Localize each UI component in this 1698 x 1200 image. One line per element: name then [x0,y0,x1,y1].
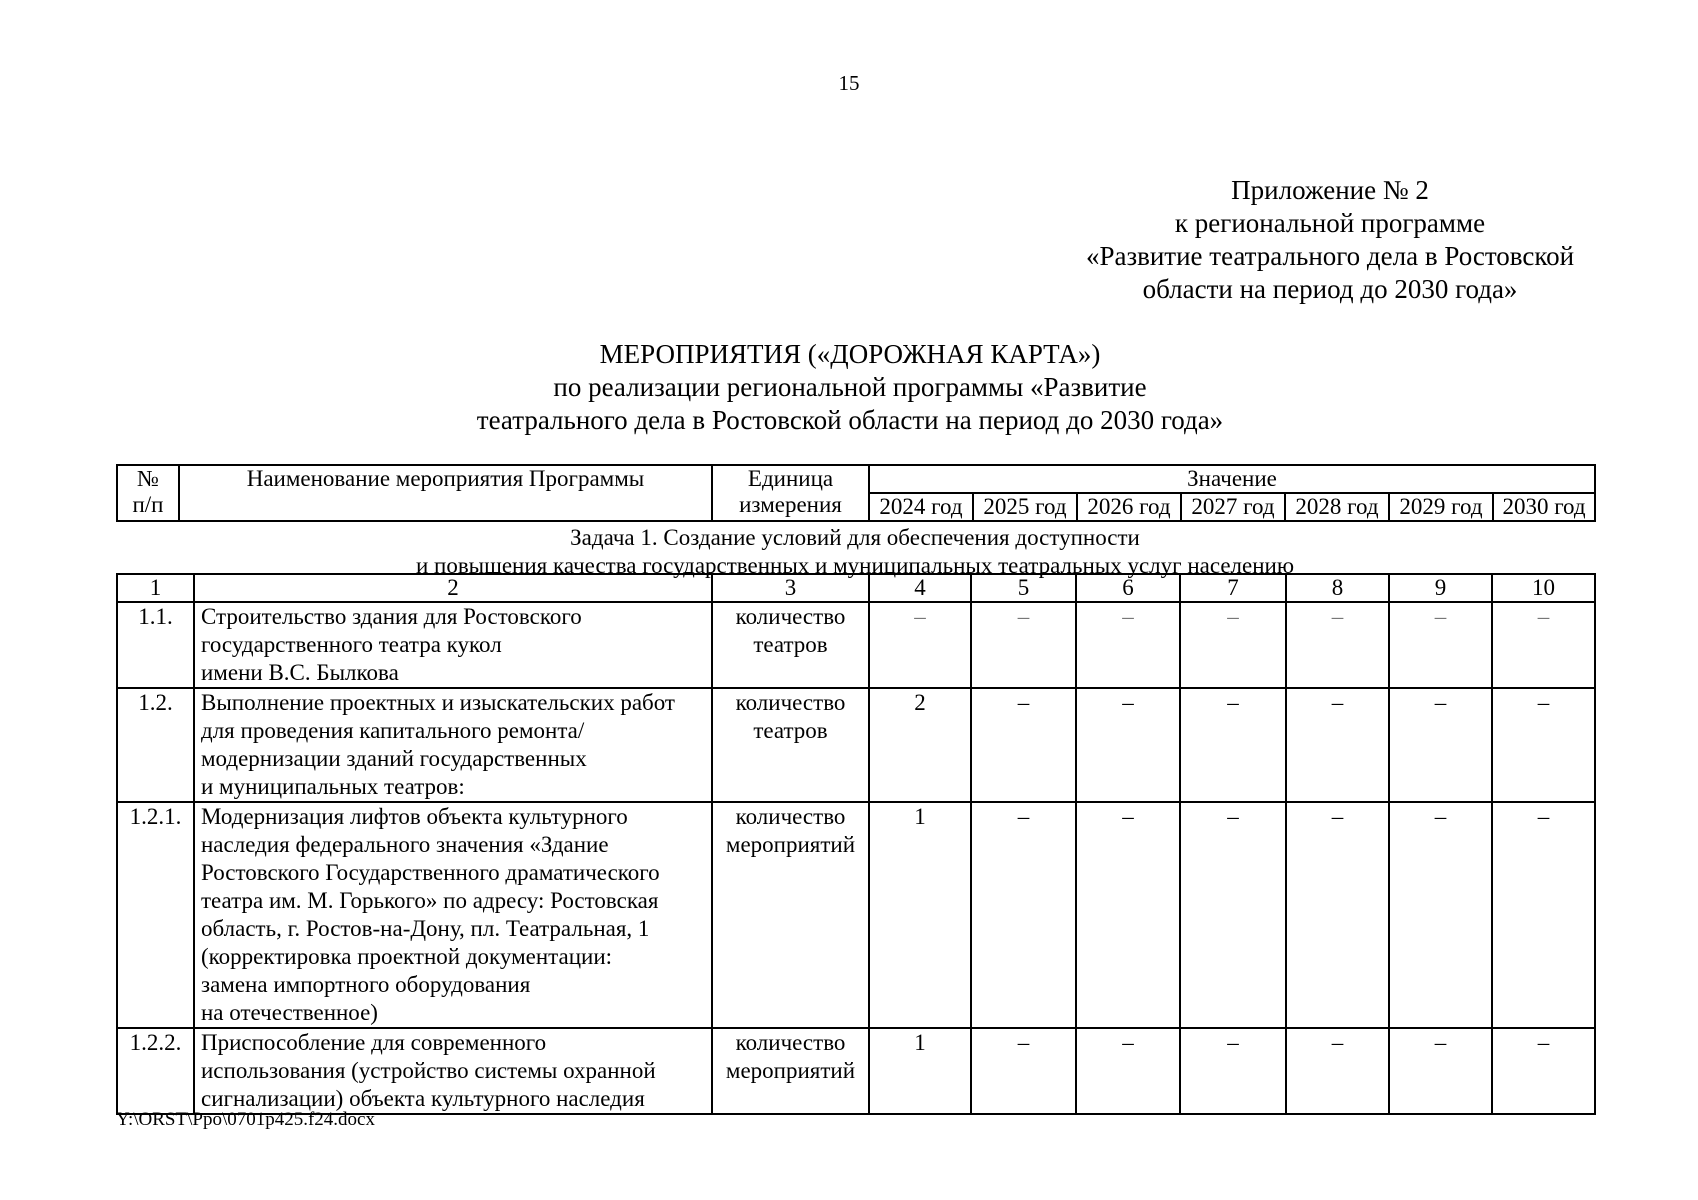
row-name-line: Модернизация лифтов объекта культурного [201,804,628,829]
row-name-line: замена импортного оборудования [201,972,531,997]
title-line: театрального дела в Ростовской области на период до 2030 года» [476,405,1224,435]
header-year: 2025 год [973,493,1077,521]
row-name-line: использования (устройство системы охранной [201,1058,656,1083]
appendix-heading [1040,174,1620,306]
row-name-line: Приспособление для современного [201,1030,547,1055]
roadmap-table [116,573,1596,1115]
row-value: – [1180,602,1286,688]
row-number: 1.1. [117,602,194,688]
row-name-line: область, г. Ростов-на-Дону, пл. Театральная, 1 [201,916,650,941]
row-name [194,1028,712,1114]
row-value: – [869,602,971,688]
header-value-label: Значение [1187,466,1277,491]
row-value: – [971,688,1076,802]
row-unit-line: количество [735,604,846,629]
appendix-line: «Развитие театрального дела в Ростовской [1085,241,1575,271]
table-row [117,802,1595,1028]
row-name-line: модернизации зданий государственных [201,746,587,771]
column-number: 9 [1389,574,1492,602]
row-unit-line: мероприятий [725,832,856,857]
row-unit [712,1028,869,1114]
column-number: 3 [712,574,869,602]
row-value: – [1492,602,1595,688]
row-value: – [1076,602,1180,688]
row-unit [712,802,869,1028]
header-num-cell [117,465,179,521]
row-unit [712,688,869,802]
row-value: – [1180,802,1286,1028]
row-value: – [971,602,1076,688]
row-name-line: сигнализации) объекта культурного наследия [201,1086,645,1111]
title-line: по реализации региональной программы «Развитие [553,372,1147,402]
row-value: – [971,1028,1076,1114]
column-number: 5 [971,574,1076,602]
header-year: 2024 год [869,493,973,521]
table-row [117,1028,1595,1114]
document-title [300,338,1400,437]
row-name-line: наследия федерального значения «Здание [201,832,609,857]
task-line: и повышения качества государственных и муниципальных театральных услуг населению [415,553,1295,578]
row-name-line: Выполнение проектных и изыскательских работ [201,690,675,715]
column-number: 8 [1286,574,1389,602]
page-number: 15 [838,71,860,95]
appendix-line: области на период до 2030 года» [1142,274,1518,304]
column-number: 6 [1076,574,1180,602]
row-name-line: государственного театра кукол [201,632,502,657]
row-name-line: (корректировка проектной документации: [201,944,613,969]
row-name-line: Ростовского Государственного драматического [201,860,660,885]
table-row [117,602,1595,688]
row-name-line: имени В.С. Былкова [201,660,399,685]
row-value: – [1492,1028,1595,1114]
row-value: 1 [869,802,971,1028]
row-unit-line: театров [753,718,828,743]
row-unit-line: количество [735,1030,846,1055]
row-value: – [1389,602,1492,688]
row-unit-line: количество [735,690,846,715]
header-unit-line: измерения [739,492,842,517]
row-value: – [1286,1028,1389,1114]
row-value: – [971,802,1076,1028]
row-unit-line: театров [753,632,828,657]
row-value: – [1180,1028,1286,1114]
table-row [117,688,1595,802]
header-name-cell [179,465,712,521]
column-number: 10 [1492,574,1595,602]
row-value: – [1389,1028,1492,1114]
column-number: 4 [869,574,971,602]
header-year: 2027 год [1181,493,1285,521]
column-number: 1 [117,574,194,602]
row-name [194,688,712,802]
row-value: – [1492,802,1595,1028]
row-value: – [1286,802,1389,1028]
header-year: 2028 год [1285,493,1389,521]
row-value: – [1492,688,1595,802]
row-name-line: Строительство здания для Ростовского [201,604,582,629]
header-year: 2030 год [1493,493,1595,521]
header-year: 2029 год [1389,493,1493,521]
row-value: – [1389,802,1492,1028]
row-name-line: и муниципальных театров: [201,774,465,799]
header-value-cell [869,465,1595,493]
row-name-line: для проведения капитального ремонта/ [201,718,585,743]
header-num-line: п/п [132,492,164,517]
title-line: МЕРОПРИЯТИЯ («ДОРОЖНАЯ КАРТА») [599,339,1101,369]
row-unit [712,602,869,688]
column-number: 2 [194,574,712,602]
row-value: – [1076,802,1180,1028]
column-number: 7 [1180,574,1286,602]
appendix-line: к региональной программе [1174,208,1486,238]
header-name-label: Наименование мероприятия Программы [246,466,645,491]
row-value: – [1286,688,1389,802]
row-value: – [1076,688,1180,802]
row-number: 1.2.2. [117,1028,194,1114]
row-name [194,802,712,1028]
row-value: 2 [869,688,971,802]
header-unit-cell [712,465,869,521]
row-value: 1 [869,1028,971,1114]
file-path-footer: Y:\ORST\Ppo\0701p425.f24.docx [116,1109,375,1130]
column-numbers-row [117,574,1595,602]
task-heading [116,524,1594,580]
row-unit-line: мероприятий [725,1058,856,1083]
row-number: 1.2.1. [117,802,194,1028]
task-line: Задача 1. Создание условий для обеспечения доступности [570,525,1140,550]
row-value: – [1180,688,1286,802]
header-num-line: № [137,466,159,491]
header-year: 2026 год [1077,493,1181,521]
row-number: 1.2. [117,688,194,802]
row-name-line: театра им. М. Горького» по адресу: Ростовская [201,888,659,913]
row-name-line: на отечественное) [201,1000,378,1025]
row-value: – [1389,688,1492,802]
row-unit-line: количество [735,804,846,829]
row-value: – [1076,1028,1180,1114]
header-unit-line: Единица [747,466,834,491]
row-name [194,602,712,688]
appendix-line: Приложение № 2 [1231,175,1429,205]
table-header [116,464,1596,522]
row-value: – [1286,602,1389,688]
